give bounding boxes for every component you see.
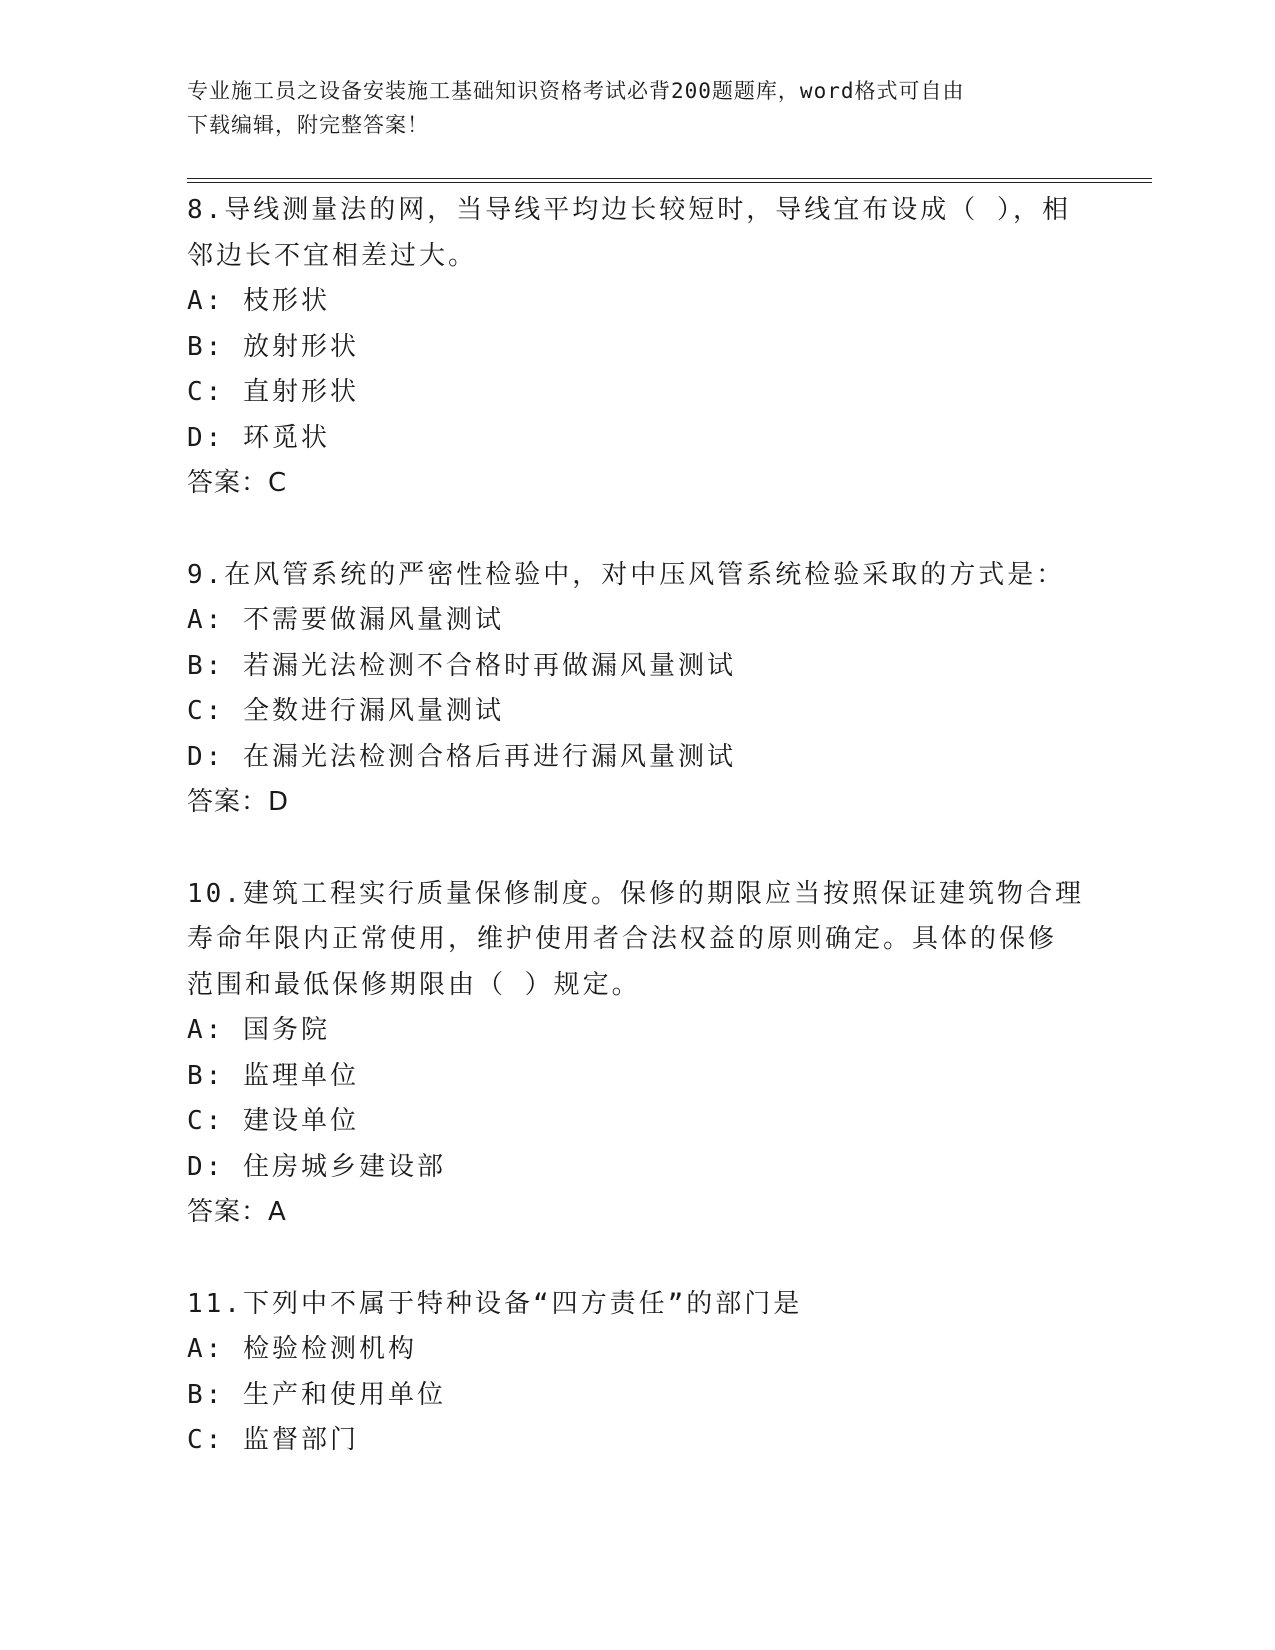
document-header bbox=[187, 74, 1087, 142]
option-d: D: 在漏光法检测合格后再进行漏风量测试 bbox=[187, 741, 736, 772]
question-10 bbox=[187, 872, 1087, 1236]
option-d: D: 住房城乡建设部 bbox=[187, 1151, 446, 1182]
option-c: C: 监督部门 bbox=[187, 1425, 359, 1455]
question-11 bbox=[187, 1282, 1087, 1464]
question-stem: 11.下列中不属于特种设备“四方责任”的部门是 bbox=[187, 1288, 803, 1319]
option-c: C: 建设单位 bbox=[187, 1106, 359, 1136]
option-c: C: 全数进行漏风量测试 bbox=[187, 696, 504, 726]
option-d: D: 环觅状 bbox=[187, 422, 330, 453]
question-stem: 邻边长不宜相差过大。 bbox=[187, 240, 478, 271]
header-divider bbox=[187, 178, 1152, 179]
option-a: A: 检验检测机构 bbox=[187, 1334, 417, 1364]
question-9 bbox=[187, 553, 1087, 826]
option-b: B: 生产和使用单位 bbox=[187, 1379, 446, 1410]
header-line: 专业施工员之设备安装施工基础知识资格考试必背200题题库，word格式可自由 bbox=[187, 79, 965, 103]
option-a: A: 国务院 bbox=[187, 1015, 330, 1045]
answer: 答案：C bbox=[187, 468, 288, 498]
question-stem: 范围和最低保修期限由（ ）规定。 bbox=[187, 969, 641, 1000]
header-divider bbox=[187, 182, 1152, 183]
option-b: B: 若漏光法检测不合格时再做漏风量测试 bbox=[187, 650, 736, 681]
answer: 答案：A bbox=[187, 1197, 287, 1227]
option-c: C: 直射形状 bbox=[187, 377, 359, 407]
option-a: A: 枝形状 bbox=[187, 286, 330, 316]
question-stem: 10.建筑工程实行质量保修制度。保修的期限应当按照保证建筑物合理 bbox=[187, 878, 1084, 909]
option-b: B: 监理单位 bbox=[187, 1060, 359, 1091]
question-stem: 8.导线测量法的网，当导线平均边长较短时，导线宜布设成（ ），相 bbox=[187, 195, 1071, 225]
option-b: B: 放射形状 bbox=[187, 331, 359, 362]
header-line: 下载编辑，附完整答案！ bbox=[187, 113, 429, 137]
question-list bbox=[187, 188, 1087, 1510]
question-stem: 寿命年限内正常使用，维护使用者合法权益的原则确定。具体的保修 bbox=[187, 924, 1058, 954]
answer: 答案：D bbox=[187, 787, 290, 817]
option-a: A: 不需要做漏风量测试 bbox=[187, 605, 504, 635]
question-stem: 9.在风管系统的严密性检验中，对中压风管系统检验采取的方式是： bbox=[187, 559, 1066, 590]
question-8 bbox=[187, 188, 1087, 507]
